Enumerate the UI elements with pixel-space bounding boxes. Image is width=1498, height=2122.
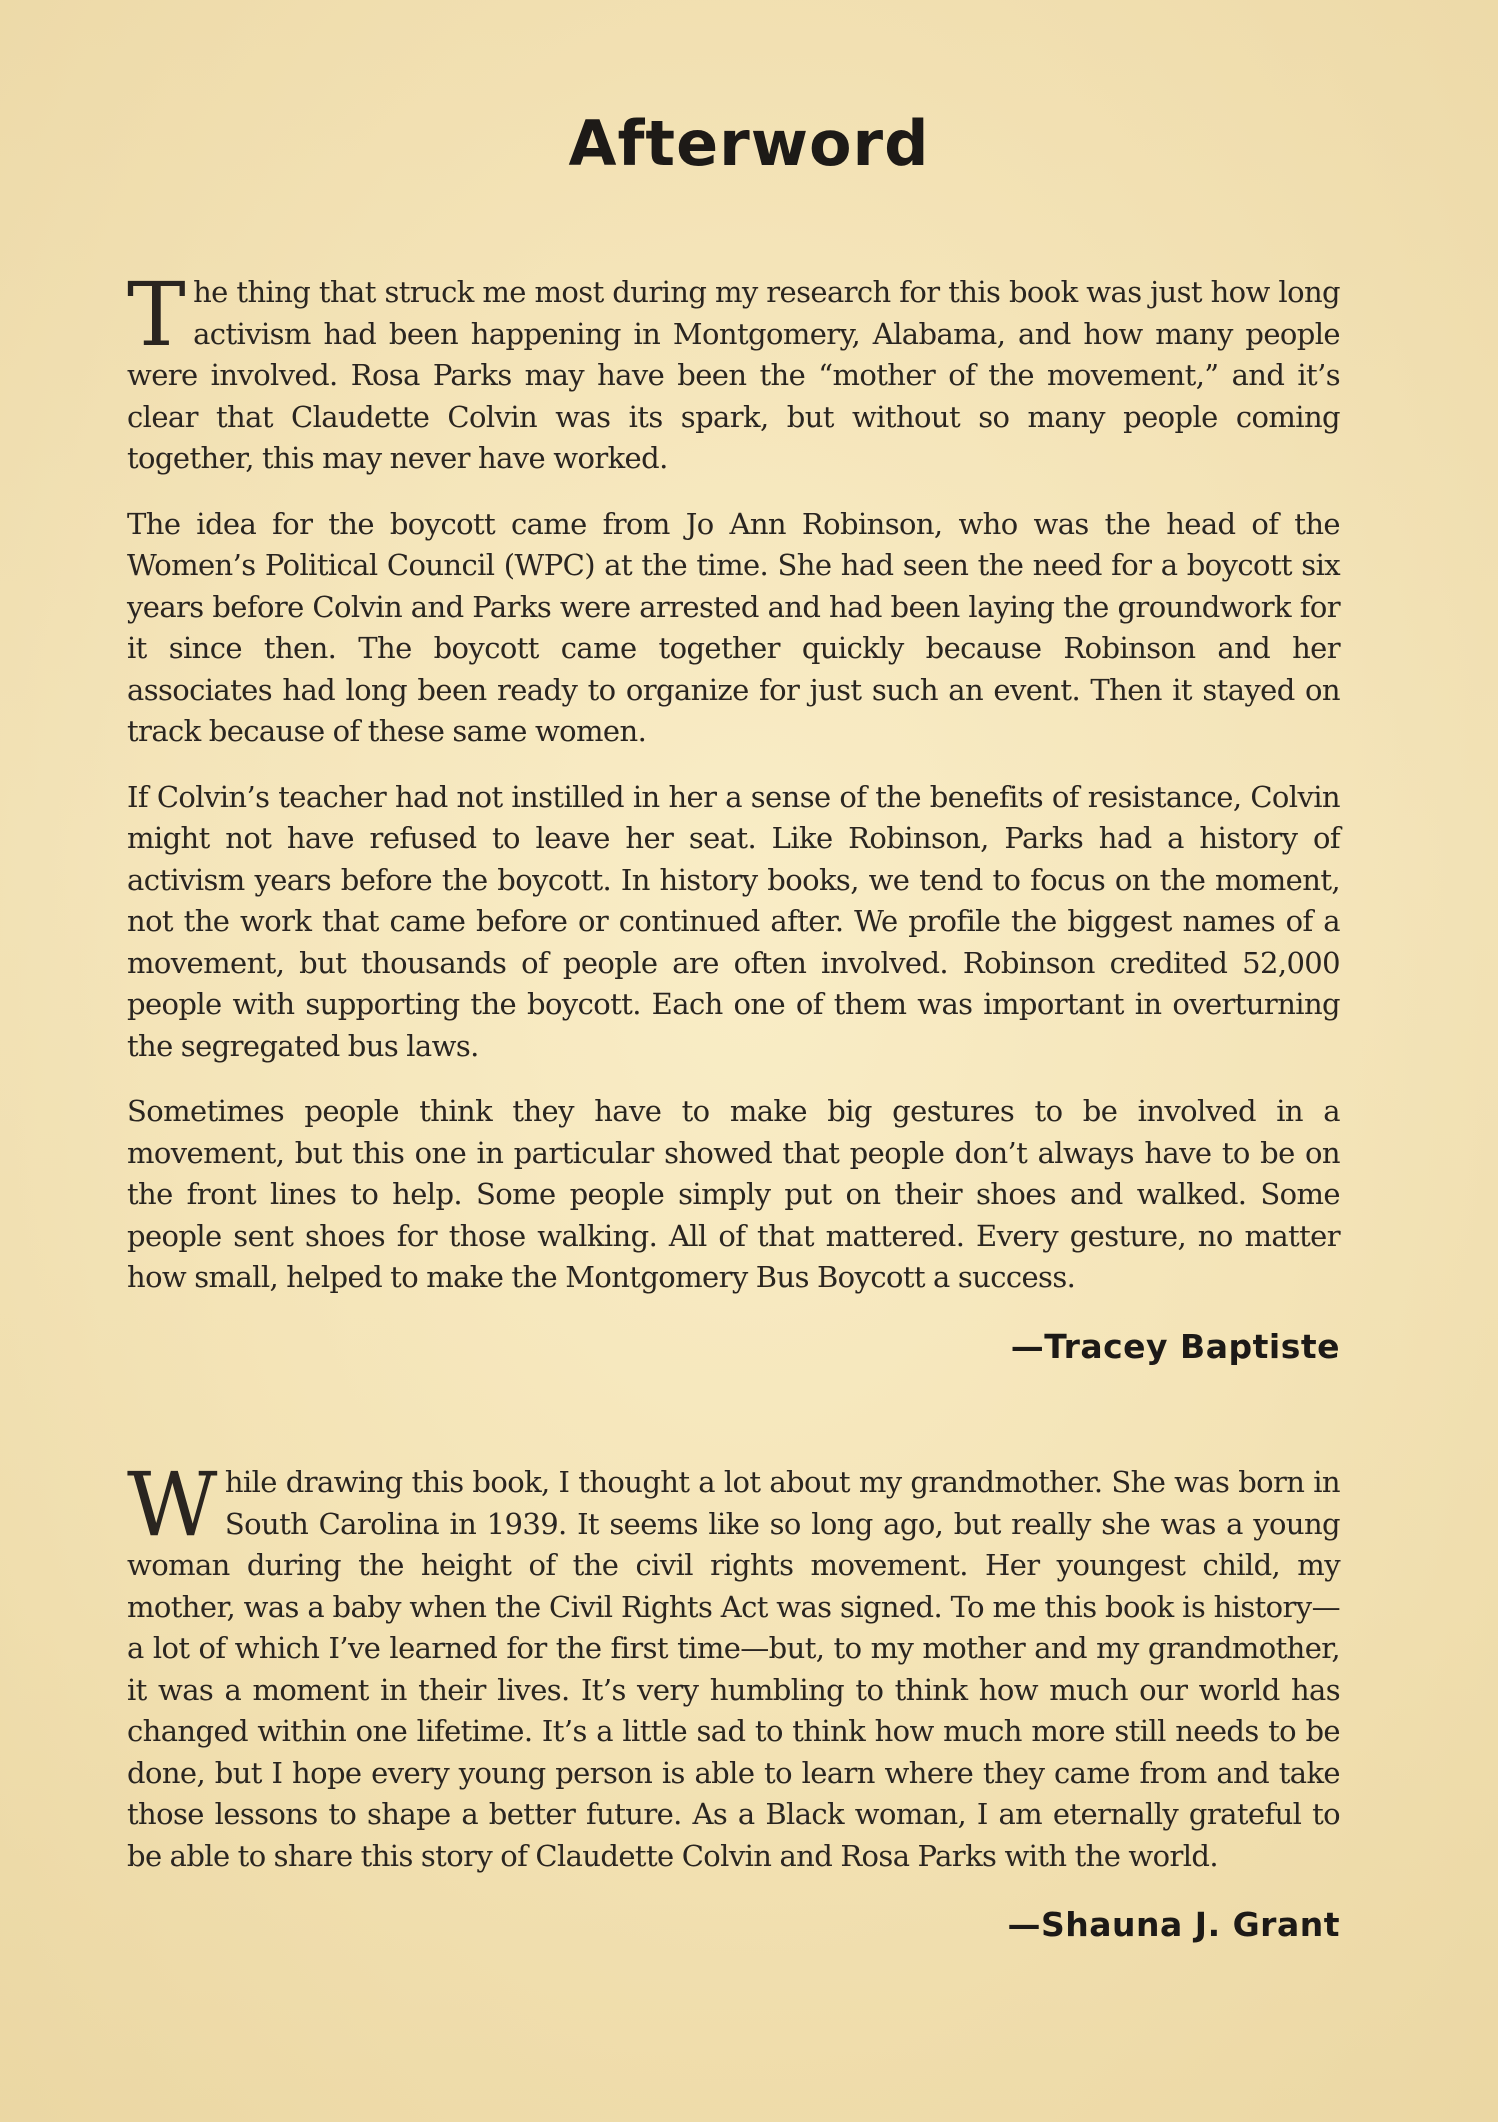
paragraph-text: hile drawing this book, I thought a lot about my grandmother. She was born in South Carolina in 1939. It seems like so long ago, but really she was a young woman during the height of the civil rights movement. Her youngest child, my mother, was a baby when the Civil Rights Act was signed. To me this book is history—a lot of which I’ve learned for the first time—but, to my mother and my grandmother, it was a moment in their lives. It’s very humbling to think how much our world has changed within one lifetime. It’s a little sad to think how much more still needs to be done, but I hope every young person is able to learn where they came from and take those lessons to shape a better future. As a Black woman, I am eternally grateful to be able to share this story of Claudette Colvin and Rosa Parks with the world. [127, 1465, 1340, 1873]
paragraph-5 [127, 1453, 1340, 1877]
paragraph-text: he thing that struck me most during my research for this book was just how long activism had been happening in Montgomery, Alabama, and how many people were involved. Rosa Parks may have been the “mother of the movement,” and it’s clear that Claudette Colvin was its spark, but without so many people coming together, this may never have worked. [127, 275, 1340, 475]
paragraph-1 [127, 263, 1340, 480]
illustrator-afterword-section [127, 1453, 1340, 1949]
author-afterword-section [127, 263, 1340, 1371]
paragraph-4: Sometimes people think they have to make big gestures to be involved in a movement, but this one in particular showed that people don’t always have to be on the front lines to help. Some people simply put on their shoes and walked. Some people sent shoes for those walking. All of that mattered. Every gesture, no matter how small, helped to make the Montgomery Bus Boycott a success. [127, 1094, 1340, 1294]
drop-cap: W [127, 1453, 217, 1556]
illustrator-signature: —Shauna J. Grant [1007, 1905, 1340, 1944]
drop-cap: T [127, 263, 186, 366]
page-title: Afterword [568, 107, 930, 180]
paragraph-3: If Colvin’s teacher had not instilled in her a sense of the benefits of resistance, Colvin might not have refused to leave her seat. Like Robinson, Parks had a history of activism years before the boycott. In history books, we tend to focus on the moment, not the work that came before or continued after. We profile the biggest names of a movement, but thousands of people are often involved. Robinson credited 52,000 people with supporting the boycott. Each one of them was important in overturning the segregated bus laws. [127, 779, 1340, 1063]
paragraph-2: The idea for the boycott came from Jo Ann Robinson, who was the head of the Women’s Political Council (WPC) at the time. She had seen the need for a boycott six years before Colvin and Parks were arrested and had been laying the groundwork for it since then. The boycott came together quickly because Robinson and her associates had long been ready to organize for just such an event. Then it stayed on track because of these same women. [127, 506, 1340, 748]
author-signature: —Tracey Baptiste [1010, 1326, 1340, 1366]
